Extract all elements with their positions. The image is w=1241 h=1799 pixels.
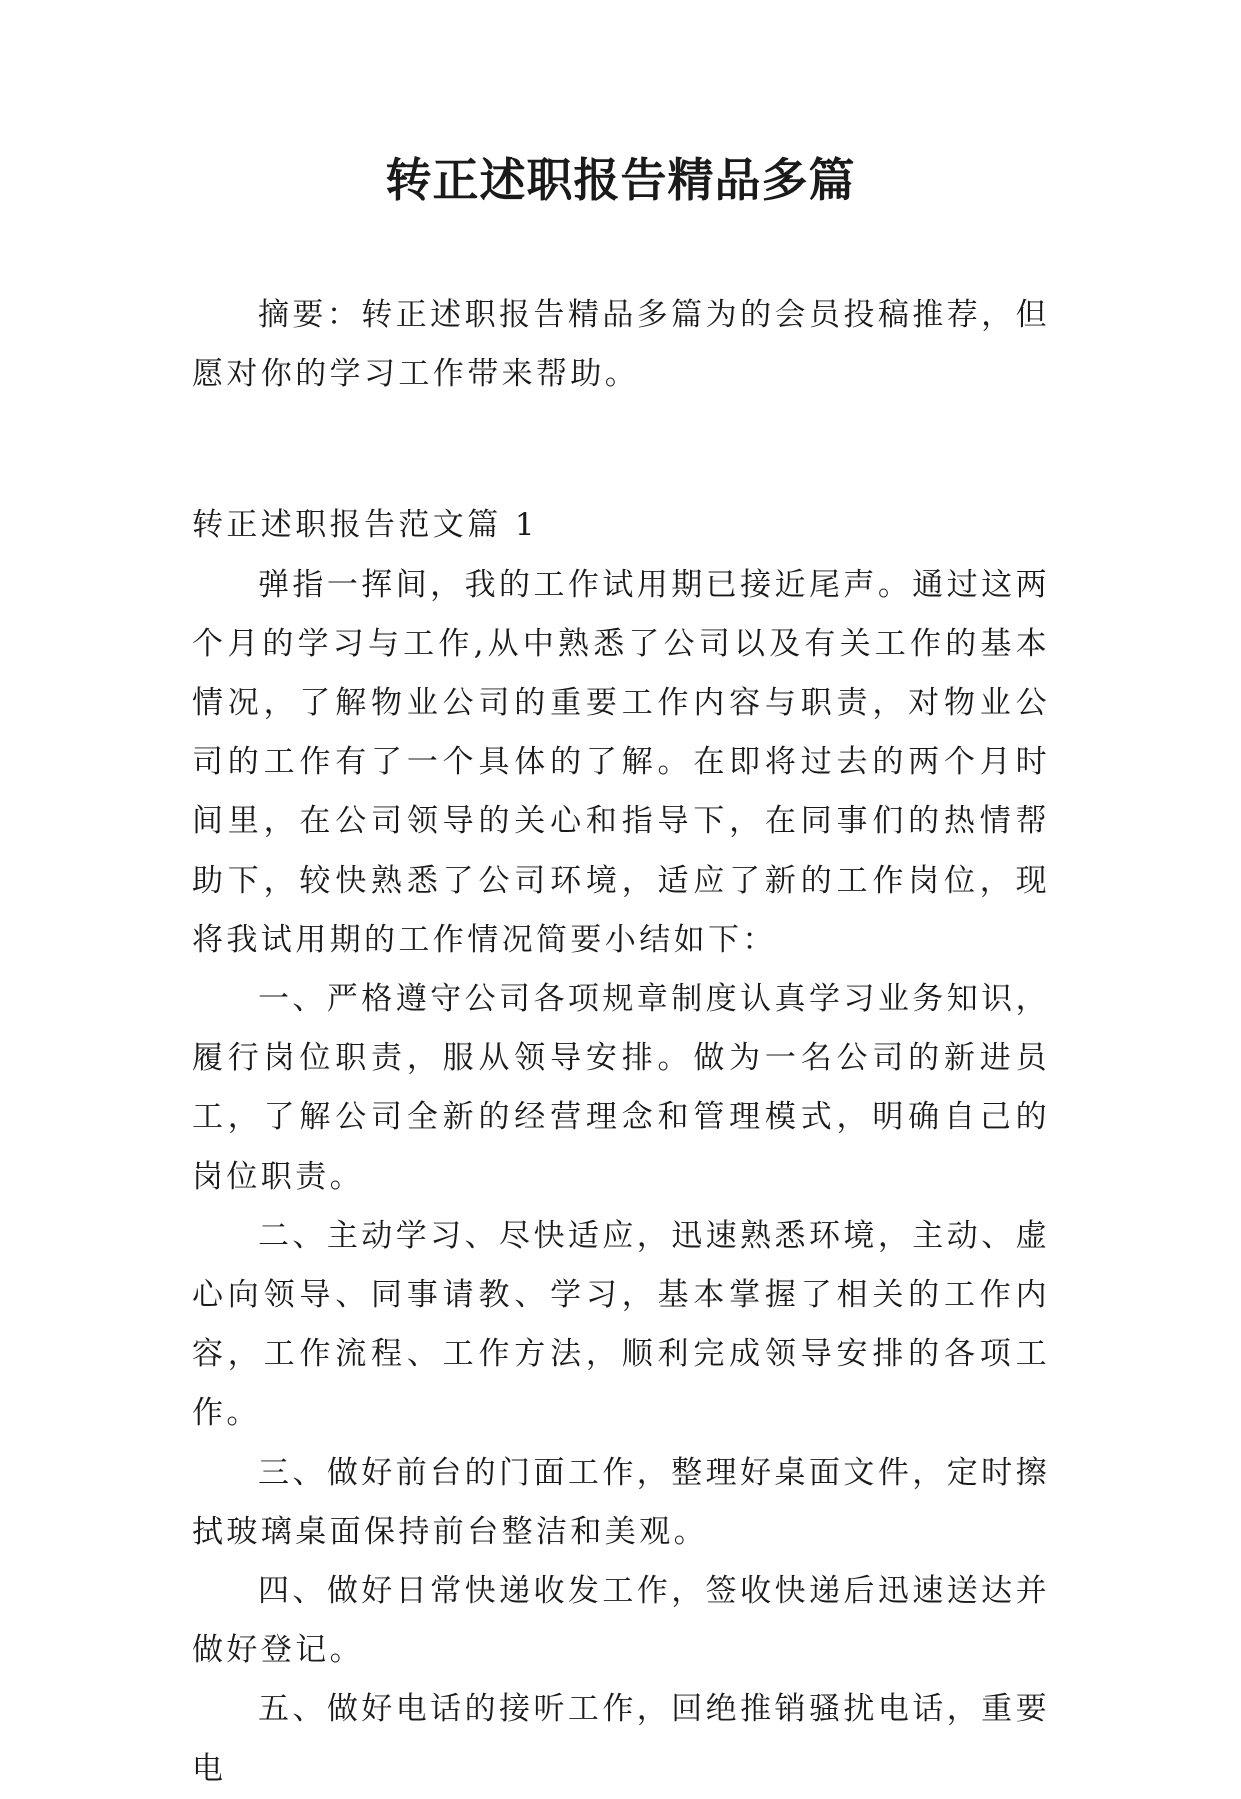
section-heading: 转正述职报告范文篇 1	[192, 507, 538, 544]
document-body	[192, 286, 1050, 1799]
body-paragraph-6: 五、做好电话的接听工作，回绝推销骚扰电话，重要电	[192, 1691, 1050, 1787]
body-paragraph-3: 二、主动学习、尽快适应，迅速熟悉环境，主动、虚心向领导、同事请教、学习，基本掌握了相关的工作内容，工作流程、工作方法，顺利完成领导安排的各项工作。	[192, 1217, 1050, 1432]
body-paragraph-4: 三、做好前台的门面工作，整理好桌面文件，定时擦拭玻璃桌面保持前台整洁和美观。	[192, 1454, 1050, 1550]
body-paragraph-5: 四、做好日常快递收发工作，签收快递后迅速送达并做好登记。	[192, 1573, 1050, 1669]
document-title: 转正述职报告精品多篇	[385, 153, 856, 207]
body-paragraph-1: 弹指一挥间，我的工作试用期已接近尾声。通过这两个月的学习与工作,从中熟悉了公司以及有关工作的基本情况，了解物业公司的重要工作内容与职责，对物业公司的工作有了一个具体的了解。在即将过去的两个月时间里，在公司领导的关心和指导下，在同事们的热情帮助下，较快熟悉了公司环境，适应了新的工作岗位，现将我试用期的工作情况简要小结如下：	[192, 566, 1050, 958]
abstract-paragraph: 摘要：转正述职报告精品多篇为的会员投稿推荐，但愿对你的学习工作带来帮助。	[192, 297, 1050, 393]
body-paragraph-2: 一、严格遵守公司各项规章制度认真学习业务知识，履行岗位职责，服从领导安排。做为一名公司的新进员工，了解公司全新的经营理念和管理模式，明确自己的岗位职责。	[192, 981, 1050, 1195]
